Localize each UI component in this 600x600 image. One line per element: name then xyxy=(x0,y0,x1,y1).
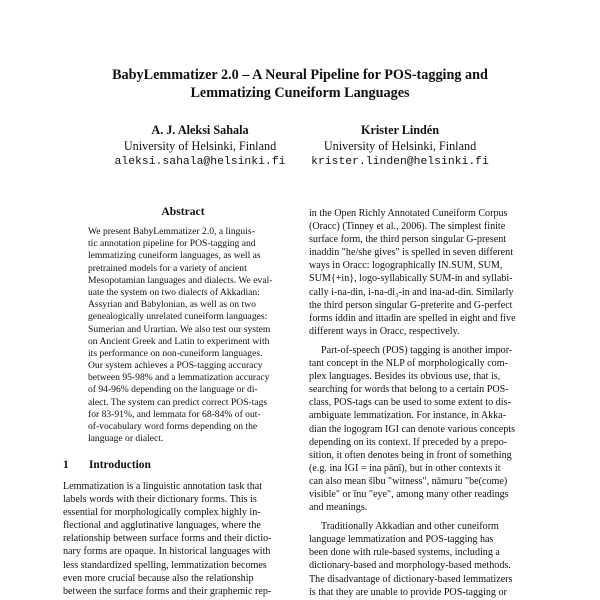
text-line: its performance on non-cuneiform languages. xyxy=(88,347,263,359)
text-line: dictionary-based and morphology-based methods. xyxy=(309,560,511,572)
title-line: BabyLemmatizer 2.0 – A Neural Pipeline for POS-tagging and xyxy=(112,67,488,83)
text-line: SUM{+in}, logo-syllabically SUM-in and syllabi- xyxy=(309,273,513,285)
text-line: surface form, the third person singular G-present xyxy=(309,234,507,246)
title-line: Lemmatizing Cuneiform Languages xyxy=(190,85,410,101)
paragraph xyxy=(309,344,541,514)
text-line: Part-of-speech (POS) tagging is another impor- xyxy=(321,344,513,356)
author-email[interactable]: krister.linden@helsinki.fi xyxy=(311,156,489,168)
text-line: uate the system on two dialects of Akkadian: xyxy=(88,286,260,298)
text-line: searching for words that belong to a certain POS- xyxy=(309,384,509,396)
text-line: Our system achieves a POS-tagging accuracy xyxy=(88,360,263,372)
text-line: Mesopotamian languages and dialects. We eval- xyxy=(88,274,273,286)
text-line: dian the logogram IGI can denote various concepts xyxy=(309,423,516,435)
author-affiliation: University of Helsinki, Finland xyxy=(123,139,277,153)
text-line: visible" or īnu "eye", among many other readings xyxy=(309,488,509,500)
paragraph xyxy=(309,207,541,338)
author-block xyxy=(275,122,525,170)
text-line: The disadvantage of dictionary-based lemmatizers xyxy=(309,573,513,585)
text-line: of-vocabulary word forms depending on the xyxy=(88,421,258,432)
abstract-body xyxy=(88,226,284,445)
text-line: plex languages. Besides its obvious use, that is, xyxy=(309,371,501,383)
text-line: Sumerian and Urartian. We also test our system xyxy=(88,323,271,335)
text-line: (e.g. ina IGI = ina pānī), but in other contexts it xyxy=(309,462,501,474)
text-line: nary forms are opaque. In historical languages with xyxy=(63,546,271,558)
text-line: in the Open Richly Annotated Cuneiform Corpus xyxy=(309,208,508,219)
text-line: relationship between surface forms and their dictio- xyxy=(63,533,272,545)
section-number: 1 xyxy=(63,459,69,471)
introduction-body xyxy=(63,480,295,598)
text-line: class, POS-tags can be used to some extent to dis- xyxy=(309,397,511,409)
paragraph xyxy=(309,520,541,599)
text-line: flectional and agglutinative languages, where the xyxy=(63,520,261,532)
text-line: labels words with their dictionary forms. This is xyxy=(63,494,257,506)
text-line: depending on its context. If preceded by a prepo- xyxy=(309,436,508,448)
text-line: is that they are unable to provide POS-tagging or xyxy=(309,586,507,598)
author-name: Krister Lindén xyxy=(361,123,439,137)
right-column xyxy=(309,207,541,599)
text-line: We present BabyLemmatizer 2.0, a linguis- xyxy=(88,226,255,237)
text-line: language lemmatization and POS-tagging has xyxy=(309,534,494,546)
author-affiliation: University of Helsinki, Finland xyxy=(323,139,477,153)
text-line: between 95-98% and a lemmatization accuracy xyxy=(88,372,270,384)
text-line: less standardized spelling, lemmatization becomes xyxy=(63,559,267,571)
text-line: sition, it often denotes being in front of something xyxy=(309,449,512,461)
text-line: Assyrian and Babylonian, as well as on two xyxy=(88,299,256,311)
text-line: cally i-na-din, i-na-di₃-in and ina-ad-din. Similarly xyxy=(309,286,514,298)
text-line: (Oracc) (Tinney et al., 2006). The simplest finite xyxy=(309,221,506,233)
text-line: even more crucial because also the relationship xyxy=(63,572,254,584)
text-line: alect. The system can predict correct POS-tags xyxy=(88,396,268,408)
section-heading xyxy=(63,459,151,471)
text-line: tic annotation pipeline for POS-tagging and xyxy=(88,238,256,250)
text-line: ways in Oracc: logographically IN.SUM, SUM, xyxy=(309,260,503,272)
text-line: different ways in Oracc, respectively. xyxy=(309,325,460,337)
text-line: Lemmatization is a linguistic annotation task that xyxy=(63,481,263,492)
author-name: A. J. Aleksi Sahala xyxy=(151,123,249,137)
author-email[interactable]: aleksi.sahala@helsinki.fi xyxy=(114,156,286,168)
text-line: and meanings. xyxy=(309,502,368,514)
abstract-heading: Abstract xyxy=(161,205,205,218)
text-line: between the surface forms and their graphemic rep- xyxy=(63,585,272,597)
text-line: on Ancient Greek and Latin to experiment with xyxy=(88,335,270,347)
text-line: can also mean šību "witness", nāmuru "be(come) xyxy=(309,475,508,487)
text-line: ambiguate lemmatization. For instance, in Akka- xyxy=(309,410,507,422)
text-line: Traditionally Akkadian and other cuneiform xyxy=(321,521,499,533)
paper-title xyxy=(0,66,600,102)
text-line: pretrained models for a variety of ancient xyxy=(88,262,247,274)
section-title: Introduction xyxy=(89,459,151,471)
text-line: genealogically unrelated cuneiform languages: xyxy=(88,311,268,323)
text-line: of 94-96% depending on the language or di- xyxy=(88,384,258,396)
text-line: forms iddin and ittadin are spelled in eight and five xyxy=(309,312,516,324)
text-line: the third person singular G-preterite and G-perfect xyxy=(309,299,513,311)
text-line: for 83-91%, and lemmata for 68-84% of out- xyxy=(88,408,261,420)
text-line: tant concept in the NLP of morphologically com- xyxy=(309,358,508,370)
text-line: been done with rule-based systems, including a xyxy=(309,547,500,559)
text-line: language or dialect. xyxy=(88,433,164,445)
text-line: essential for morphologically complex highly in- xyxy=(63,507,261,519)
text-line: lemmatizing cuneiform languages, as well as xyxy=(88,250,261,262)
text-line: inaddin "he/she gives" is spelled in seven different xyxy=(309,247,513,259)
